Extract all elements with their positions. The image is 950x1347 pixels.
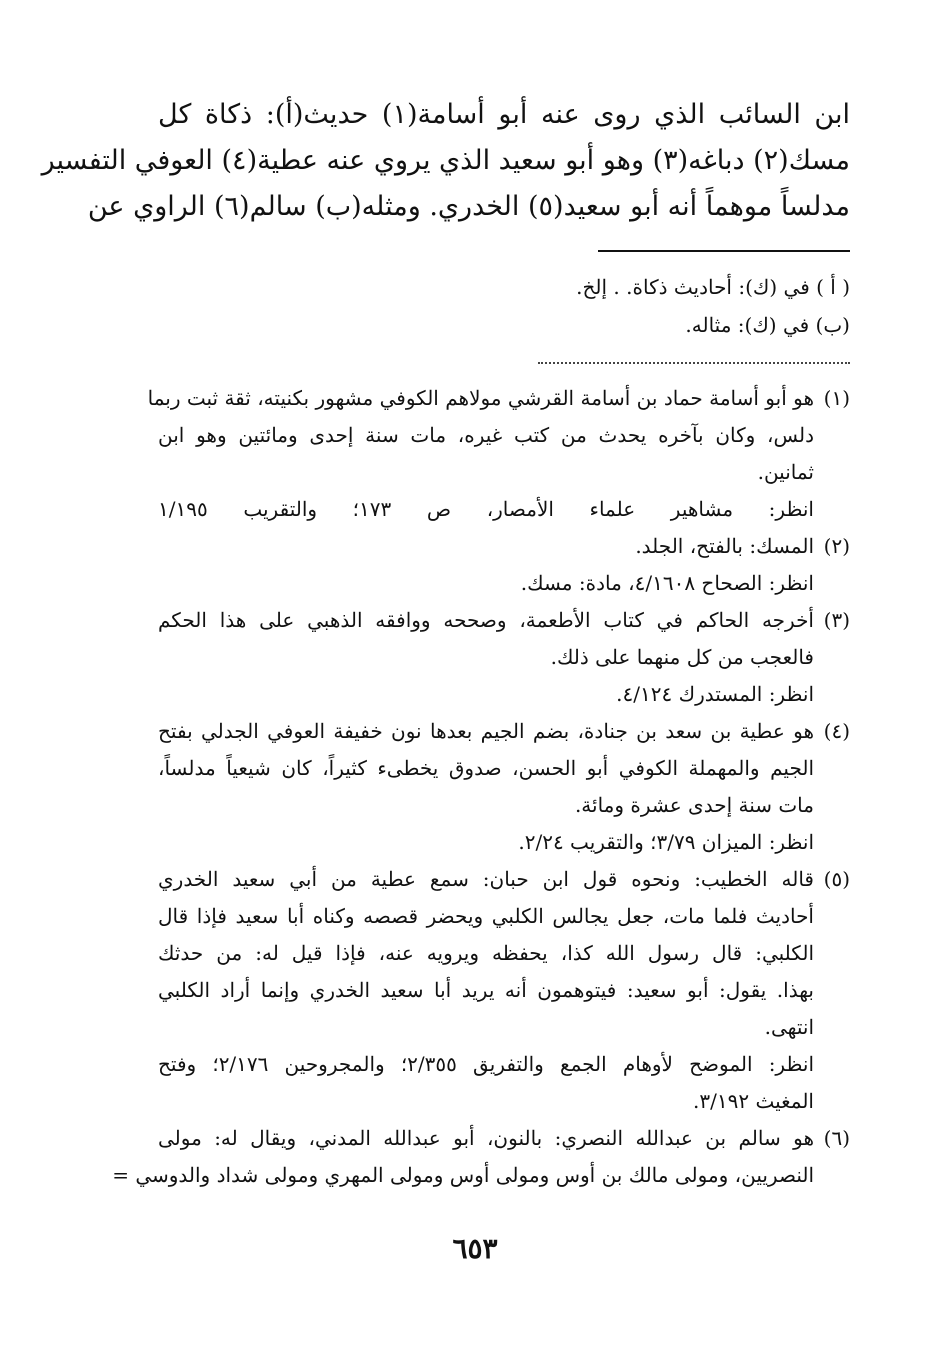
footnote-number: (٢) (823, 534, 850, 558)
footnote-line: مات سنة إحدى عشرة ومائة. (574, 793, 814, 817)
footnote-6 (112, 1120, 850, 1194)
footnote-line: انظر: المستدرك ٤/١٢٤. (616, 682, 814, 706)
main-text-line: مسك(٢) دباغه(٣) وهو أبو سعيد الذي يروي عنه عطية(٤) العوفي التفسير (41, 145, 850, 176)
footnote-3 (158, 602, 850, 713)
footnote-1 (147, 380, 850, 528)
footnote-line: فالعجب من كل منهما على ذلك. (550, 645, 814, 669)
dotted-separator (538, 362, 850, 364)
footnote-number: (٣) (823, 608, 850, 632)
footnote-line: هو سالم بن عبدالله النصري: بالنون، أبو عبدالله المدني، ويقال له: مولى (158, 1126, 814, 1150)
page-number: ٦٥٣ (452, 1232, 498, 1265)
footnote-line: الكلبي: قال رسول الله كذا، يحفظه ويرويه عنه، فإذا قيل له: من حدثك (158, 941, 814, 965)
footnotes (112, 380, 850, 1194)
footnote-4 (158, 713, 850, 861)
footnote-line: انظر: الصحاح ٤/١٦٠٨، مادة: مسك. (520, 571, 814, 595)
footnote-line: انظر: الموضح لأوهام الجمع والتفريق ٢/٣٥٥؛ والمجروحين ٢/١٧٦؛ وفتح (158, 1052, 814, 1076)
footnote-line: دلس، وكان بآخره يحدث من كتب غيره، مات سنة إحدى ومائتين وهو ابن (158, 423, 814, 447)
variant-notes (158, 268, 850, 344)
footnote-5 (158, 861, 850, 1120)
footnote-number: (٥) (823, 867, 850, 891)
variant-note: ( أ ) في (ك): أحاديث ذكاة. . إلخ. (576, 275, 850, 299)
footnote-line: المسك: بالفتح، الجلد. (635, 534, 814, 558)
footnote-line: أخرجه الحاكم في كتاب الأطعمة، وصححه ووافقه الذهبي على هذا الحكم (158, 608, 814, 632)
footnote-line: هو عطية بن سعد بن جنادة، بضم الجيم بعدها نون خفيفة العوفي الجدلي بفتح (158, 719, 814, 743)
main-text (41, 92, 850, 230)
footnote-line: انظر: الميزان ٣/٧٩؛ والتقريب ٢/٢٤. (518, 830, 814, 854)
footnote-line: انظر: مشاهير علماء الأمصار، ص ١٧٣؛ والتقريب ١/١٩٥ (158, 497, 814, 521)
footnote-line: النصريين، ومولى مالك بن أوس ومولى أوس ومولى المهري ومولى شداد والدوسي = (112, 1163, 814, 1187)
footnote-number: (١) (823, 386, 850, 410)
footnote-line: قاله الخطيب: ونحوه قول ابن حبان: سمع عطية من أبي سعيد الخدري (158, 867, 814, 891)
footnote-line: انتهى. (764, 1015, 814, 1039)
footnote-line: الجيم والمهملة الكوفي أبو الحسن، صدوق يخطىء كثيراً، كان شيعياً مدلساً، (158, 756, 814, 780)
footnote-2 (158, 528, 850, 602)
footnote-line: ثمانين. (757, 460, 814, 484)
footnote-number: (٦) (823, 1126, 850, 1150)
main-text-line: ابن السائب الذي روى عنه أبو أسامة(١) حديث(أ): ذكاة كل (158, 99, 850, 130)
variant-note: (ب) في (ك): مثاله. (685, 313, 850, 337)
footnote-line: بهذا. يقول: أبو سعيد: فيتوهمون أنه يريد أبا سعيد الخدري وإنما أراد الكلبي (158, 978, 814, 1002)
footnote-separator-rule (598, 250, 850, 252)
footnote-line: هو أبو أسامة حماد بن أسامة القرشي مولاهم الكوفي مشهور بكنيته، ثقة ثبت ربما (147, 386, 814, 410)
footnote-line: أحاديث فلما مات، جعل يجالس الكلبي ويحضر قصصه وكناه أبا سعيد فإذا قال (158, 904, 814, 928)
footnote-line: المغيث ٣/١٩٢. (693, 1089, 814, 1113)
footnote-number: (٤) (823, 719, 850, 743)
main-text-line: مدلساً موهماً أنه أبو سعيد(٥) الخدري. ومثله(ب) سالم(٦) الراوي عن (87, 191, 850, 222)
